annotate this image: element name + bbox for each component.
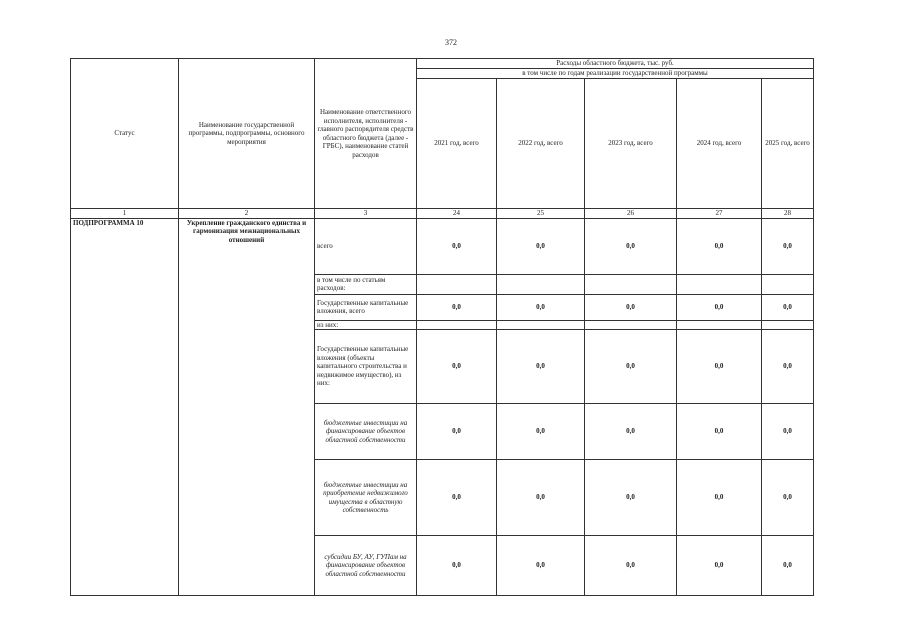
table-row [71, 218, 814, 274]
column-number: 28 [762, 209, 814, 219]
column-number: 25 [497, 209, 585, 219]
cell-value: 0,0 [677, 460, 762, 536]
cell-value: 0,0 [762, 460, 814, 536]
cell-value: 0,0 [497, 330, 585, 404]
header-status: Статус [71, 59, 179, 209]
cell-value: 0,0 [585, 404, 677, 460]
row-label: бюджетные инвестиции на финансирование объектов областной собственности [315, 404, 417, 460]
column-number: 27 [677, 209, 762, 219]
cell-value: 0,0 [417, 294, 497, 320]
cell-value: 0,0 [497, 460, 585, 536]
header-program-name: Наименование государственной программы, подпрограммы, основного мероприятия [179, 59, 315, 209]
cell-value: 0,0 [417, 460, 497, 536]
cell-value [677, 320, 762, 330]
header-budget-title: Расходы областного бюджета, тыс. руб. [417, 59, 814, 69]
cell-value [677, 274, 762, 294]
column-number: 3 [315, 209, 417, 219]
row-label: из них: [315, 320, 417, 330]
subprogram-name: Укрепление гражданского единства и гармонизация межнациональных отношений [179, 218, 315, 596]
header-executor: Наименование ответственного исполнителя, исполнителя - главного распорядителя средств областного бюджета (далее - ГРБС), наименование статей расходов [315, 59, 417, 209]
row-label: субсидии БУ, АУ, ГУПам на финансирование объектов областной собственности [315, 536, 417, 596]
cell-value [585, 274, 677, 294]
page-number: 372 [445, 38, 457, 47]
column-numbers-row [71, 209, 814, 219]
cell-value: 0,0 [585, 536, 677, 596]
budget-table [70, 58, 814, 596]
column-number: 26 [585, 209, 677, 219]
cell-value: 0,0 [417, 404, 497, 460]
row-label: в том числе по статьям расходов: [315, 274, 417, 294]
header-year-2024: 2024 год, всего [677, 79, 762, 209]
row-label: Государственные капитальные вложения, всего [315, 294, 417, 320]
cell-value: 0,0 [585, 330, 677, 404]
cell-value: 0,0 [585, 460, 677, 536]
cell-value [417, 274, 497, 294]
column-number: 2 [179, 209, 315, 219]
cell-value [497, 320, 585, 330]
cell-value: 0,0 [762, 330, 814, 404]
header-year-2022: 2022 год, всего [497, 79, 585, 209]
header-year-2023: 2023 год, всего [585, 79, 677, 209]
subprogram-status: ПОДПРОГРАММА 10 [71, 218, 179, 596]
cell-value: 0,0 [762, 294, 814, 320]
cell-value: 0,0 [417, 330, 497, 404]
header-year-2025: 2025 год, всего [762, 79, 814, 209]
column-number: 24 [417, 209, 497, 219]
cell-value [417, 320, 497, 330]
column-number: 1 [71, 209, 179, 219]
cell-value: 0,0 [762, 536, 814, 596]
cell-value [585, 320, 677, 330]
cell-value: 0,0 [585, 294, 677, 320]
cell-value: 0,0 [677, 330, 762, 404]
row-label: бюджетные инвестиции на приобретение недвижимого имущества в областную собственность [315, 460, 417, 536]
cell-value: 0,0 [497, 536, 585, 596]
cell-value [497, 274, 585, 294]
cell-value: 0,0 [417, 218, 497, 274]
cell-value: 0,0 [677, 294, 762, 320]
cell-value: 0,0 [497, 218, 585, 274]
cell-value: 0,0 [677, 218, 762, 274]
cell-value: 0,0 [677, 536, 762, 596]
cell-value: 0,0 [762, 404, 814, 460]
cell-value: 0,0 [762, 218, 814, 274]
cell-value: 0,0 [677, 404, 762, 460]
header-year-2021: 2021 год, всего [417, 79, 497, 209]
row-label: Государственные капитальные вложения (объекты капитального строительства и недвижимое имущество), из них: [315, 330, 417, 404]
cell-value: 0,0 [585, 218, 677, 274]
cell-value: 0,0 [497, 294, 585, 320]
row-label: всего [315, 218, 417, 274]
cell-value: 0,0 [497, 404, 585, 460]
cell-value [762, 320, 814, 330]
header-by-years: в том числе по годам реализации государственной программы [417, 69, 814, 79]
cell-value: 0,0 [417, 536, 497, 596]
cell-value [762, 274, 814, 294]
